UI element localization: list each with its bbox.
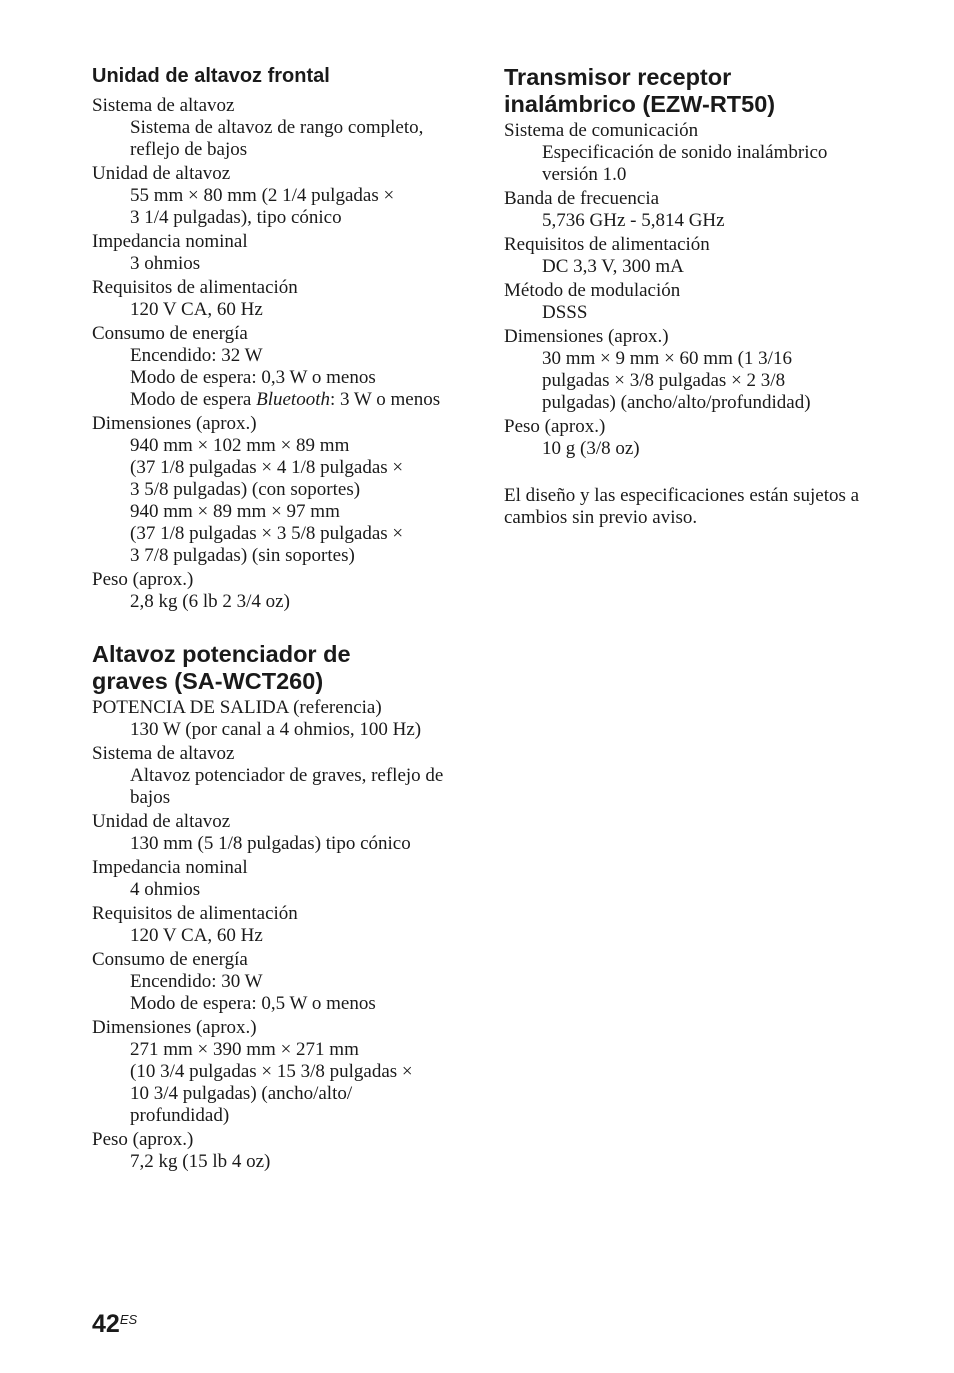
spec-value: Encendido: 32 W	[130, 345, 263, 366]
spec-label: Requisitos de alimentación	[504, 234, 710, 255]
spec-value: 940 mm × 89 mm × 97 mm	[130, 501, 340, 522]
spec-value: Modo de espera: 0,3 W o menos	[130, 367, 376, 388]
spec-value: pulgadas) (ancho/alto/profundidad)	[542, 392, 811, 413]
spec-value: Sistema de altavoz de rango completo,	[130, 117, 424, 138]
subwoofer-heading-line-2: graves (SA-WCT260)	[92, 668, 324, 694]
spec-value: 30 mm × 9 mm × 60 mm (1 3/16	[542, 348, 792, 369]
spec-value: 2,8 kg (6 lb 2 3/4 oz)	[130, 591, 290, 612]
transceiver-heading	[504, 64, 904, 118]
spec-value: profundidad)	[130, 1105, 230, 1126]
spec-label: POTENCIA DE SALIDA (referencia)	[92, 697, 382, 718]
spec-item	[504, 234, 904, 278]
transceiver-heading-line-1: Transmisor receptor	[504, 64, 732, 90]
spec-label: Peso (aprox.)	[92, 1129, 194, 1150]
spec-value: DSSS	[542, 302, 588, 323]
spec-item	[92, 697, 472, 741]
page-language-code: ES	[119, 1312, 138, 1327]
notice-line-1: El diseño y las especificaciones están sujetos a	[504, 485, 860, 506]
note-spacer	[504, 462, 904, 485]
spec-item	[92, 811, 472, 855]
spec-item	[92, 413, 472, 567]
spec-item	[504, 326, 904, 414]
spec-label: Dimensiones (aprox.)	[92, 413, 257, 434]
transceiver-heading-line-2: inalámbrico (EZW-RT50)	[504, 91, 776, 117]
spec-value-bluetooth	[92, 389, 472, 411]
spec-label: Sistema de altavoz	[92, 743, 235, 764]
spec-value: 120 V CA, 60 Hz	[130, 299, 263, 320]
spec-value: 3 5/8 pulgadas) (con soportes)	[130, 479, 361, 500]
spec-value: 3 ohmios	[130, 253, 201, 274]
spec-value: 3 7/8 pulgadas) (sin soportes)	[130, 545, 355, 566]
spec-value: (37 1/8 pulgadas × 4 1/8 pulgadas ×	[130, 457, 404, 478]
spec-value: Altavoz potenciador de graves, reflejo de	[130, 765, 444, 786]
spec-item	[92, 95, 472, 161]
spec-label: Consumo de energía	[92, 949, 248, 970]
spec-label: Impedancia nominal	[92, 857, 248, 878]
transceiver-specs	[504, 120, 904, 460]
spec-value: (10 3/4 pulgadas × 15 3/8 pulgadas ×	[130, 1061, 413, 1082]
spec-label: Peso (aprox.)	[504, 416, 606, 437]
spec-label: Sistema de comunicación	[504, 120, 699, 141]
spec-label: Banda de frecuencia	[504, 188, 660, 209]
right-column	[504, 64, 904, 529]
spec-label: Dimensiones (aprox.)	[504, 326, 669, 347]
spec-value: 120 V CA, 60 Hz	[130, 925, 263, 946]
spec-item	[504, 280, 904, 324]
section-spacer	[92, 615, 472, 641]
spec-value: DC 3,3 V, 300 mA	[542, 256, 684, 277]
spec-label: Dimensiones (aprox.)	[92, 1017, 257, 1038]
spec-item	[92, 903, 472, 947]
spec-value: 10 3/4 pulgadas) (ancho/alto/	[130, 1083, 353, 1104]
spec-label: Impedancia nominal	[92, 231, 248, 252]
spec-item	[92, 231, 472, 275]
spec-value: 130 mm (5 1/8 pulgadas) tipo cónico	[130, 833, 411, 854]
left-column	[92, 64, 472, 1175]
bluetooth-prefix: Modo de espera	[130, 389, 257, 410]
front-speaker-heading: Unidad de altavoz frontal	[92, 65, 330, 87]
spec-value: (37 1/8 pulgadas × 3 5/8 pulgadas ×	[130, 523, 404, 544]
spec-value: 7,2 kg (15 lb 4 oz)	[130, 1151, 271, 1172]
front-speaker-specs	[92, 95, 472, 613]
spec-value: Modo de espera: 0,5 W o menos	[130, 993, 376, 1014]
subwoofer-specs	[92, 697, 472, 1173]
spec-item	[92, 1129, 472, 1173]
spec-label: Requisitos de alimentación	[92, 903, 298, 924]
spec-label: Requisitos de alimentación	[92, 277, 298, 298]
spec-value: pulgadas × 3/8 pulgadas × 2 3/8	[542, 370, 786, 391]
spec-value: 940 mm × 102 mm × 89 mm	[130, 435, 350, 456]
spec-item	[92, 743, 472, 809]
spec-item	[92, 569, 472, 613]
page-number: 42	[92, 1310, 120, 1338]
spec-label: Unidad de altavoz	[92, 163, 231, 184]
notice-line-2: cambios sin previo aviso.	[504, 507, 698, 528]
page-footer	[92, 1310, 137, 1339]
spec-value: 10 g (3/8 oz)	[542, 438, 640, 459]
spec-value: 55 mm × 80 mm (2 1/4 pulgadas ×	[130, 185, 395, 206]
spec-value: versión 1.0	[542, 164, 627, 185]
spec-value: Encendido: 30 W	[130, 971, 263, 992]
spec-item	[504, 416, 904, 460]
spec-value: reflejo de bajos	[130, 139, 248, 160]
spec-value: 3 1/4 pulgadas), tipo cónico	[130, 207, 342, 228]
spec-item	[504, 120, 904, 186]
spec-label: Peso (aprox.)	[92, 569, 194, 590]
spec-label: Método de modulación	[504, 280, 681, 301]
spec-value: 5,736 GHz - 5,814 GHz	[542, 210, 725, 231]
spec-value: 4 ohmios	[130, 879, 201, 900]
spec-item	[92, 949, 472, 1015]
spec-value: 271 mm × 390 mm × 271 mm	[130, 1039, 359, 1060]
spec-item	[504, 188, 904, 232]
spec-item	[92, 277, 472, 321]
subwoofer-heading-line-1: Altavoz potenciador de	[92, 641, 351, 667]
bluetooth-term: Bluetooth	[256, 389, 330, 410]
spec-item	[92, 323, 472, 411]
spec-value: 130 W (por canal a 4 ohmios, 100 Hz)	[130, 719, 422, 740]
spec-item	[92, 1017, 472, 1127]
spec-label: Sistema de altavoz	[92, 95, 235, 116]
spec-item	[92, 857, 472, 901]
subwoofer-heading	[92, 641, 472, 695]
specifications-notice	[504, 485, 904, 529]
spec-label: Consumo de energía	[92, 323, 248, 344]
spec-value: Especificación de sonido inalámbrico	[542, 142, 828, 163]
spec-value: bajos	[130, 787, 171, 808]
spec-item	[92, 163, 472, 229]
spec-label: Unidad de altavoz	[92, 811, 231, 832]
bluetooth-suffix: : 3 W o menos	[330, 389, 441, 410]
